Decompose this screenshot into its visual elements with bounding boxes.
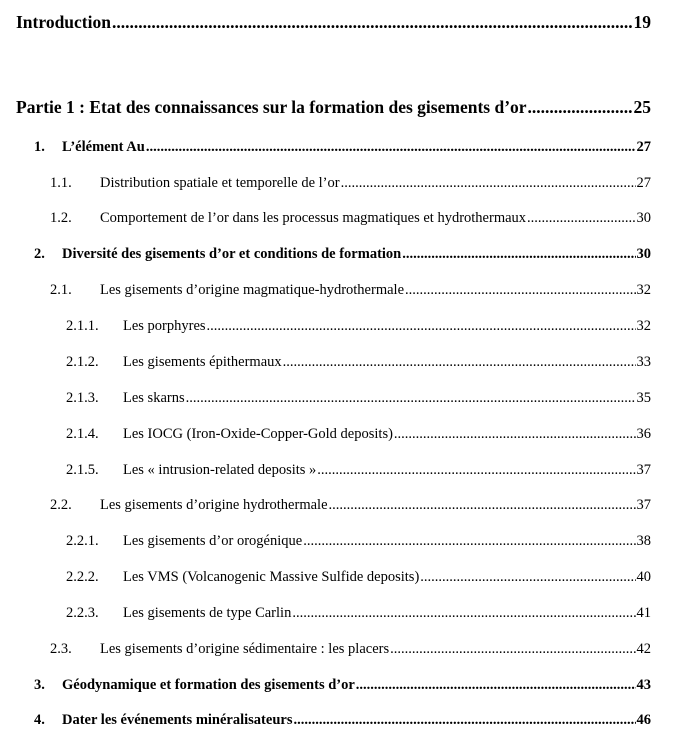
toc-entry-2-2-3[interactable]	[66, 605, 651, 622]
toc-entry-number: 2.1.2.	[66, 354, 99, 370]
toc-entry-introduction[interactable]	[16, 12, 651, 33]
toc-entry-2-3[interactable]	[50, 641, 651, 658]
toc-entry-number: 2.2.1.	[66, 533, 99, 549]
toc-entry-1-1[interactable]	[50, 175, 651, 192]
toc-leader-dots	[146, 139, 636, 156]
toc-entry-label: Les gisements d’origine hydrothermale	[100, 497, 328, 513]
toc-entry-label: L’élément Au	[62, 139, 145, 155]
toc-entry-4[interactable]	[34, 712, 651, 729]
toc-entry-label: Les gisements d’origine magmatique-hydrothermale	[100, 282, 405, 298]
toc-entry-2-1-3[interactable]	[66, 390, 651, 407]
toc-leader-dots	[112, 12, 633, 33]
toc-entry-label: Les porphyres	[123, 318, 206, 334]
toc-entry-number: 2.2.3.	[66, 605, 99, 621]
toc-entry-label: Géodynamique et formation des gisements d’or	[62, 677, 355, 693]
toc-entry-3[interactable]	[34, 677, 651, 694]
toc-entry-page: 46	[636, 712, 651, 728]
toc-entry-label: Les gisements de type Carlin	[123, 605, 292, 621]
toc-entry-number: 2.1.4.	[66, 426, 99, 442]
toc-entry-number: 2.2.	[50, 497, 72, 513]
toc-entry-2-2[interactable]	[50, 497, 651, 514]
toc-entry-page: 41	[636, 605, 651, 621]
toc-entry-page: 32	[636, 318, 651, 334]
toc-entry-2-1[interactable]	[50, 282, 651, 299]
toc-entry-1[interactable]	[34, 139, 651, 156]
toc-entry-number: 2.1.3.	[66, 390, 99, 406]
toc-leader-dots	[356, 677, 636, 694]
toc-leader-dots	[405, 282, 635, 299]
toc-entry-label: Partie 1 : Etat des connaissances sur la formation des gisements d’or	[16, 97, 527, 117]
toc-entry-page: 27	[636, 175, 651, 191]
toc-entry-number: 1.2.	[50, 210, 72, 226]
toc-entry-2-2-2[interactable]	[66, 569, 651, 586]
toc-entry-number: 2.	[34, 246, 45, 262]
toc-entry-number: 2.1.1.	[66, 318, 99, 334]
toc-entry-page: 38	[636, 533, 651, 549]
toc-leader-dots	[283, 354, 636, 371]
toc-entry-2[interactable]	[34, 246, 651, 263]
toc-entry-page: 36	[636, 426, 651, 442]
toc-entry-page: 30	[636, 210, 651, 226]
toc-entry-label: Les gisements épithermaux	[123, 354, 282, 370]
toc-leader-dots	[317, 462, 635, 479]
toc-entry-label: Les VMS (Volcanogenic Massive Sulfide deposits)	[123, 569, 420, 585]
toc-entry-number: 1.	[34, 139, 45, 155]
toc-entry-page: 19	[633, 12, 651, 32]
toc-entry-page: 37	[636, 462, 651, 478]
toc-entry-label: Dater les événements minéralisateurs	[62, 712, 293, 728]
toc-entry-2-1-1[interactable]	[66, 318, 651, 335]
toc-leader-dots	[207, 318, 636, 335]
toc-entry-label: Distribution spatiale et temporelle de l’or	[100, 175, 340, 191]
toc-leader-dots	[292, 605, 635, 622]
toc-leader-dots	[420, 569, 635, 586]
toc-leader-dots	[329, 497, 636, 514]
toc-entry-partie-1[interactable]	[16, 97, 651, 118]
toc-leader-dots	[527, 210, 635, 227]
toc-entry-2-2-1[interactable]	[66, 533, 651, 550]
toc-entry-page: 27	[636, 139, 651, 155]
toc-leader-dots	[394, 426, 636, 443]
toc-entry-page: 37	[636, 497, 651, 513]
toc-leader-dots	[402, 246, 635, 263]
toc-entry-number: 1.1.	[50, 175, 72, 191]
toc-entry-page: 35	[636, 390, 651, 406]
toc-entry-page: 25	[633, 97, 651, 117]
toc-entry-number: 4.	[34, 712, 45, 728]
toc-entry-label: Introduction	[16, 12, 111, 32]
toc-entry-page: 40	[636, 569, 651, 585]
toc-entry-label: Les IOCG (Iron-Oxide-Copper-Gold deposits)	[123, 426, 393, 442]
toc-entry-label: Comportement de l’or dans les processus magmatiques et hydrothermaux	[100, 210, 527, 226]
toc-entry-page: 33	[636, 354, 651, 370]
toc-entry-number: 3.	[34, 677, 45, 693]
toc-entry-2-1-2[interactable]	[66, 354, 651, 371]
toc-entry-label: Diversité des gisements d’or et conditions de formation	[62, 246, 402, 262]
toc-leader-dots	[390, 641, 635, 658]
toc-entry-number: 2.1.5.	[66, 462, 99, 478]
toc-leader-dots	[341, 175, 636, 192]
toc-entry-page: 43	[636, 677, 651, 693]
toc-entry-label: Les gisements d’origine sédimentaire : les placers	[100, 641, 390, 657]
toc-entry-page: 32	[636, 282, 651, 298]
toc-entry-number: 2.2.2.	[66, 569, 99, 585]
toc-entry-1-2[interactable]	[50, 210, 651, 227]
toc-entry-2-1-4[interactable]	[66, 426, 651, 443]
toc-leader-dots	[528, 97, 633, 118]
toc-entry-number: 2.3.	[50, 641, 72, 657]
toc-entry-2-1-5[interactable]	[66, 462, 651, 479]
toc-leader-dots	[293, 712, 635, 729]
toc-entry-label: Les skarns	[123, 390, 185, 406]
toc-entry-page: 42	[636, 641, 651, 657]
toc-entry-label: Les « intrusion-related deposits »	[123, 462, 317, 478]
toc-entry-page: 30	[636, 246, 651, 262]
toc-entry-label: Les gisements d’or orogénique	[123, 533, 303, 549]
toc-leader-dots	[303, 533, 635, 550]
toc-leader-dots	[186, 390, 636, 407]
toc-entry-number: 2.1.	[50, 282, 72, 298]
